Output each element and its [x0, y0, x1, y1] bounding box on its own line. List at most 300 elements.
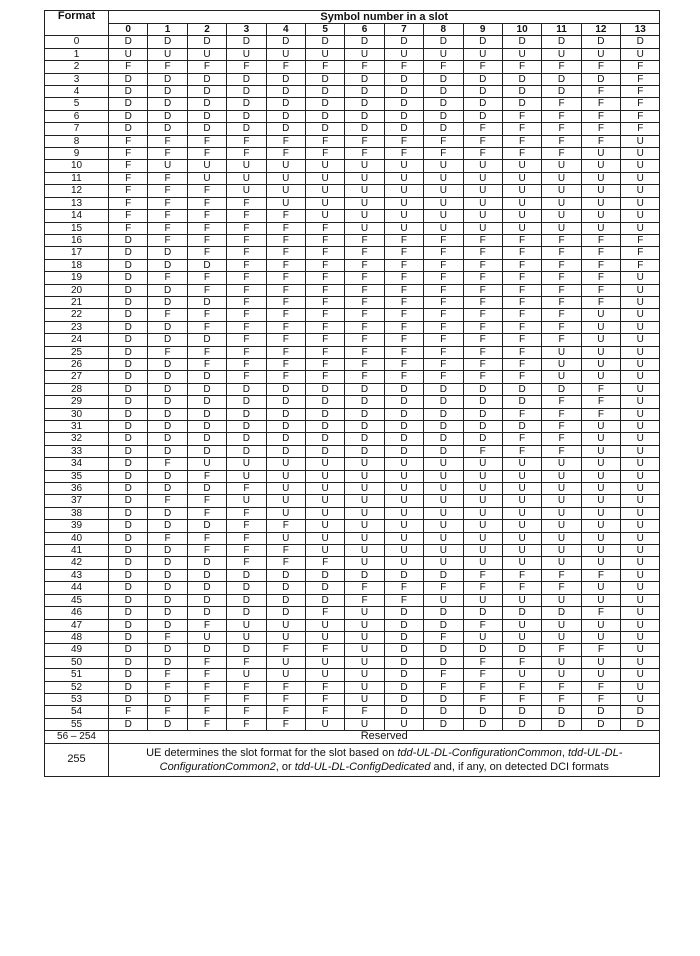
symbol-cell: F — [502, 656, 541, 668]
symbol-cell: D — [187, 421, 226, 433]
symbol-cell: U — [621, 607, 660, 619]
symbol-cell: U — [542, 160, 581, 172]
symbol-cell: D — [187, 98, 226, 110]
symbol-cell: U — [109, 48, 148, 60]
format-cell: 48 — [45, 631, 109, 643]
symbol-cell: D — [109, 433, 148, 445]
symbol-cell: D — [148, 334, 187, 346]
symbol-cell: F — [424, 309, 463, 321]
symbol-cell: F — [266, 247, 305, 259]
symbol-cell: U — [621, 160, 660, 172]
symbol-cell: F — [305, 334, 344, 346]
symbol-cell: F — [187, 718, 226, 730]
symbol-cell: F — [266, 296, 305, 308]
symbol-cell: U — [581, 631, 620, 643]
symbol-cell: D — [502, 383, 541, 395]
symbol-cell: D — [109, 259, 148, 271]
symbol-cell: U — [621, 693, 660, 705]
symbol-cell: F — [266, 234, 305, 246]
symbol-cell: F — [424, 234, 463, 246]
format-cell: 16 — [45, 234, 109, 246]
format-cell: 54 — [45, 706, 109, 718]
symbol-cell: U — [463, 520, 502, 532]
symbol-cell: D — [266, 36, 305, 48]
symbol-cell: F — [305, 272, 344, 284]
symbol-cell: F — [581, 234, 620, 246]
symbol-cell: U — [463, 557, 502, 569]
format-cell: 38 — [45, 507, 109, 519]
symbol-cell: U — [502, 48, 541, 60]
symbol-cell: F — [227, 148, 266, 160]
symbol-cell: U — [305, 458, 344, 470]
symbol-cell: F — [542, 321, 581, 333]
symbol-cell: D — [109, 631, 148, 643]
format-cell: 39 — [45, 520, 109, 532]
symbol-cell: F — [148, 197, 187, 209]
symbol-cell: U — [266, 495, 305, 507]
table-row — [45, 619, 660, 631]
symbol-cell: D — [227, 421, 266, 433]
symbol-cell: D — [345, 36, 384, 48]
symbol-cell: F — [227, 532, 266, 544]
symbol-cell: F — [227, 346, 266, 358]
symbol-cell: U — [384, 557, 423, 569]
symbol-cell: U — [305, 520, 344, 532]
table-row — [45, 160, 660, 172]
symbol-cell: D — [109, 669, 148, 681]
symbol-cell: F — [463, 321, 502, 333]
symbol-cell: U — [542, 358, 581, 370]
symbol-cell: D — [542, 706, 581, 718]
symbol-cell: U — [345, 718, 384, 730]
symbol-cell: U — [621, 396, 660, 408]
symbol-cell: U — [266, 172, 305, 184]
symbol-cell: F — [227, 234, 266, 246]
symbol-cell: D — [305, 569, 344, 581]
symbol-cell: D — [109, 383, 148, 395]
symbol-cell: F — [542, 110, 581, 122]
format-255-row — [45, 743, 660, 776]
symbol-cell: D — [345, 110, 384, 122]
symbol-cell: F — [463, 334, 502, 346]
symbol-cell: U — [621, 545, 660, 557]
symbol-cell: D — [109, 86, 148, 98]
symbol-cell: U — [502, 483, 541, 495]
symbol-cell: F — [581, 259, 620, 271]
symbol-cell: U — [424, 532, 463, 544]
table-row — [45, 569, 660, 581]
symbol-cell: F — [463, 284, 502, 296]
symbol-cell: D — [187, 383, 226, 395]
symbol-cell: D — [266, 594, 305, 606]
symbol-cell: D — [424, 607, 463, 619]
symbol-cell: U — [463, 222, 502, 234]
symbol-cell: D — [345, 98, 384, 110]
symbol-cell: F — [148, 631, 187, 643]
symbol-cell: D — [148, 445, 187, 457]
table-row — [45, 222, 660, 234]
symbol-cell: F — [148, 61, 187, 73]
symbol-cell: F — [542, 693, 581, 705]
param-tdd-common2: tdd-UL-DL-ConfigurationCommon2 — [159, 746, 623, 773]
symbol-cell: U — [621, 296, 660, 308]
symbol-cell: U — [621, 557, 660, 569]
symbol-cell: F — [463, 582, 502, 594]
symbol-cell: F — [424, 669, 463, 681]
symbol-cell: U — [463, 594, 502, 606]
note-text-1: UE determines the slot format for the slot based on — [146, 746, 398, 759]
symbol-cell: D — [424, 433, 463, 445]
symbol-cell: D — [148, 483, 187, 495]
symbol-cell: F — [305, 259, 344, 271]
symbol-cell: D — [384, 36, 423, 48]
symbol-cell: F — [227, 507, 266, 519]
table-row — [45, 532, 660, 544]
table-row — [45, 234, 660, 246]
symbol-cell: D — [502, 607, 541, 619]
symbol-cell: D — [424, 98, 463, 110]
symbol-cell: F — [345, 358, 384, 370]
symbol-cell: U — [345, 172, 384, 184]
table-row — [45, 309, 660, 321]
symbol-cell: F — [463, 346, 502, 358]
symbol-cell: F — [345, 259, 384, 271]
format-cell: 22 — [45, 309, 109, 321]
symbol-cell: U — [581, 495, 620, 507]
table-row — [45, 495, 660, 507]
symbol-cell: F — [345, 594, 384, 606]
symbol-cell: D — [227, 98, 266, 110]
symbol-cell: U — [463, 160, 502, 172]
symbol-cell: F — [542, 433, 581, 445]
symbol-cell: D — [148, 582, 187, 594]
symbol-cell: F — [621, 247, 660, 259]
symbol-cell: D — [305, 73, 344, 85]
symbol-cell: F — [266, 358, 305, 370]
symbol-cell: F — [502, 234, 541, 246]
symbol-cell: F — [305, 607, 344, 619]
symbol-cell: F — [109, 210, 148, 222]
symbol-cell: F — [345, 272, 384, 284]
symbol-cell: U — [384, 470, 423, 482]
symbol-cell: F — [266, 210, 305, 222]
symbol-cell: U — [581, 433, 620, 445]
symbol-index-header: 11 — [542, 24, 581, 36]
symbol-cell: U — [463, 470, 502, 482]
symbol-cell: F — [384, 272, 423, 284]
format-255-description — [109, 743, 660, 776]
symbol-cell: U — [463, 545, 502, 557]
symbol-cell: F — [227, 197, 266, 209]
format-cell: 31 — [45, 421, 109, 433]
symbol-cell: U — [621, 172, 660, 184]
symbol-cell: U — [305, 172, 344, 184]
symbol-cell: D — [502, 73, 541, 85]
symbol-cell: D — [227, 383, 266, 395]
symbol-cell: D — [424, 706, 463, 718]
symbol-cell: F — [581, 247, 620, 259]
symbol-cell: D — [384, 445, 423, 457]
symbol-cell: U — [581, 371, 620, 383]
symbol-cell: U — [542, 185, 581, 197]
symbol-cell: D — [187, 569, 226, 581]
symbol-cell: U — [345, 545, 384, 557]
symbol-cell: D — [305, 408, 344, 420]
table-row — [45, 284, 660, 296]
symbol-cell: U — [621, 408, 660, 420]
symbol-cell: F — [227, 135, 266, 147]
symbol-cell: U — [345, 197, 384, 209]
symbol-cell: D — [384, 607, 423, 619]
symbol-cell: U — [345, 507, 384, 519]
format-cell: 25 — [45, 346, 109, 358]
symbol-cell: U — [463, 458, 502, 470]
format-cell-reserved: 56 – 254 — [45, 731, 109, 743]
symbol-number-header: Symbol number in a slot — [109, 11, 660, 24]
symbol-cell: U — [621, 582, 660, 594]
symbol-cell: F — [148, 234, 187, 246]
symbol-cell: U — [621, 644, 660, 656]
symbol-cell: D — [384, 681, 423, 693]
symbol-cell: F — [305, 346, 344, 358]
table-row — [45, 693, 660, 705]
symbol-cell: D — [621, 706, 660, 718]
symbol-cell: U — [621, 656, 660, 668]
symbol-cell: F — [581, 86, 620, 98]
symbol-cell: U — [345, 681, 384, 693]
symbol-cell: F — [345, 334, 384, 346]
symbol-cell: F — [621, 86, 660, 98]
symbol-cell: D — [542, 607, 581, 619]
symbol-cell: F — [187, 545, 226, 557]
symbol-cell: F — [345, 582, 384, 594]
symbol-cell: D — [424, 644, 463, 656]
param-tdd-common: tdd-UL-DL-ConfigurationCommon — [397, 746, 562, 759]
symbol-index-header: 6 — [345, 24, 384, 36]
symbol-index-header: 5 — [305, 24, 344, 36]
table-row — [45, 172, 660, 184]
symbol-cell: F — [502, 358, 541, 370]
symbol-cell: D — [148, 569, 187, 581]
symbol-cell: U — [581, 321, 620, 333]
symbol-cell: U — [187, 631, 226, 643]
symbol-cell: D — [542, 718, 581, 730]
symbol-cell: U — [502, 507, 541, 519]
symbol-cell: F — [502, 61, 541, 73]
symbol-cell: F — [187, 532, 226, 544]
symbol-cell: D — [581, 718, 620, 730]
symbol-cell: D — [424, 86, 463, 98]
symbol-cell: U — [542, 656, 581, 668]
symbol-cell: D — [502, 644, 541, 656]
symbol-cell: D — [227, 73, 266, 85]
symbol-cell: F — [581, 396, 620, 408]
symbol-cell: U — [542, 545, 581, 557]
symbol-cell: F — [621, 61, 660, 73]
symbol-cell: F — [463, 259, 502, 271]
symbol-cell: F — [227, 334, 266, 346]
symbol-cell: F — [502, 259, 541, 271]
symbol-cell: D — [384, 656, 423, 668]
symbol-cell: D — [148, 259, 187, 271]
symbol-cell: D — [109, 247, 148, 259]
symbol-cell: D — [109, 284, 148, 296]
symbol-cell: U — [621, 371, 660, 383]
table-row — [45, 718, 660, 730]
symbol-cell: U — [305, 631, 344, 643]
format-cell: 0 — [45, 36, 109, 48]
symbol-cell: U — [621, 346, 660, 358]
symbol-cell: F — [305, 135, 344, 147]
symbol-cell: U — [502, 557, 541, 569]
symbol-cell: D — [109, 358, 148, 370]
symbol-cell: U — [463, 631, 502, 643]
symbol-cell: D — [109, 532, 148, 544]
symbol-cell: D — [463, 706, 502, 718]
symbol-cell: F — [227, 272, 266, 284]
symbol-cell: D — [148, 644, 187, 656]
symbol-cell: D — [463, 433, 502, 445]
symbol-cell: D — [109, 334, 148, 346]
symbol-cell: D — [345, 396, 384, 408]
format-cell: 11 — [45, 172, 109, 184]
symbol-cell: D — [148, 296, 187, 308]
symbol-cell: F — [502, 296, 541, 308]
format-cell: 47 — [45, 619, 109, 631]
symbol-cell: F — [581, 383, 620, 395]
symbol-cell: U — [345, 210, 384, 222]
symbol-cell: D — [305, 123, 344, 135]
symbol-cell: F — [502, 408, 541, 420]
format-cell: 26 — [45, 358, 109, 370]
symbol-cell: F — [384, 259, 423, 271]
symbol-cell: F — [502, 433, 541, 445]
symbol-cell: F — [266, 309, 305, 321]
symbol-cell: U — [502, 172, 541, 184]
table-row — [45, 135, 660, 147]
symbol-cell: F — [266, 371, 305, 383]
symbol-cell: F — [463, 272, 502, 284]
symbol-cell: U — [581, 358, 620, 370]
symbol-cell: U — [502, 458, 541, 470]
symbol-cell: D — [384, 98, 423, 110]
symbol-cell: F — [384, 148, 423, 160]
symbol-cell: U — [621, 445, 660, 457]
symbol-cell: U — [384, 483, 423, 495]
symbol-cell: F — [463, 619, 502, 631]
symbol-cell: U — [345, 669, 384, 681]
symbol-cell: U — [621, 594, 660, 606]
symbol-cell: F — [345, 61, 384, 73]
symbol-cell: D — [148, 247, 187, 259]
symbol-cell: F — [148, 222, 187, 234]
symbol-cell: U — [187, 160, 226, 172]
format-cell: 8 — [45, 135, 109, 147]
symbol-cell: U — [305, 210, 344, 222]
symbol-cell: U — [581, 160, 620, 172]
symbol-cell: U — [266, 619, 305, 631]
symbol-cell: U — [305, 507, 344, 519]
symbol-cell: F — [266, 520, 305, 532]
symbol-cell: D — [305, 86, 344, 98]
symbol-cell: U — [502, 669, 541, 681]
symbol-cell: U — [305, 495, 344, 507]
format-cell: 50 — [45, 656, 109, 668]
symbol-cell: F — [148, 346, 187, 358]
symbol-cell: U — [384, 532, 423, 544]
symbol-cell: D — [463, 73, 502, 85]
symbol-cell: D — [502, 36, 541, 48]
symbol-cell: D — [384, 86, 423, 98]
symbol-cell: F — [227, 210, 266, 222]
symbol-cell: F — [463, 296, 502, 308]
symbol-cell: F — [187, 619, 226, 631]
symbol-cell: D — [109, 98, 148, 110]
symbol-cell: F — [266, 681, 305, 693]
format-cell: 24 — [45, 334, 109, 346]
note-text-2: , — [561, 746, 568, 759]
symbol-cell: U — [266, 507, 305, 519]
symbol-cell: D — [109, 569, 148, 581]
symbol-cell: D — [148, 358, 187, 370]
symbol-cell: D — [266, 421, 305, 433]
symbol-cell: U — [424, 210, 463, 222]
symbol-cell: D — [187, 582, 226, 594]
symbol-cell: F — [305, 296, 344, 308]
symbol-cell: D — [187, 445, 226, 457]
symbol-cell: F — [424, 148, 463, 160]
symbol-cell: U — [266, 197, 305, 209]
symbol-cell: F — [227, 247, 266, 259]
symbol-cell: F — [581, 98, 620, 110]
symbol-cell: U — [502, 619, 541, 631]
symbol-cell: U — [345, 532, 384, 544]
symbol-cell: F — [581, 644, 620, 656]
symbol-cell: D — [502, 718, 541, 730]
symbol-cell: D — [109, 234, 148, 246]
symbol-cell: D — [305, 445, 344, 457]
symbol-cell: D — [187, 73, 226, 85]
symbol-cell: U — [227, 185, 266, 197]
table-row — [45, 73, 660, 85]
symbol-index-header: 13 — [621, 24, 660, 36]
symbol-cell: F — [621, 110, 660, 122]
symbol-cell: F — [384, 234, 423, 246]
symbol-cell: D — [187, 36, 226, 48]
symbol-cell: F — [187, 507, 226, 519]
symbol-cell: F — [227, 681, 266, 693]
format-cell: 45 — [45, 594, 109, 606]
table-row — [45, 669, 660, 681]
symbol-cell: D — [502, 421, 541, 433]
symbol-cell: F — [227, 358, 266, 370]
symbol-cell: F — [227, 557, 266, 569]
symbol-cell: D — [384, 110, 423, 122]
symbol-cell: F — [305, 284, 344, 296]
symbol-cell: F — [227, 222, 266, 234]
symbol-cell: D — [109, 458, 148, 470]
table-row — [45, 110, 660, 122]
symbol-cell: D — [187, 110, 226, 122]
symbol-cell: D — [187, 644, 226, 656]
symbol-cell: D — [227, 445, 266, 457]
symbol-cell: U — [542, 470, 581, 482]
symbol-cell: F — [148, 706, 187, 718]
symbol-cell: U — [621, 421, 660, 433]
symbol-cell: U — [621, 470, 660, 482]
table-row — [45, 36, 660, 48]
table-row — [45, 582, 660, 594]
